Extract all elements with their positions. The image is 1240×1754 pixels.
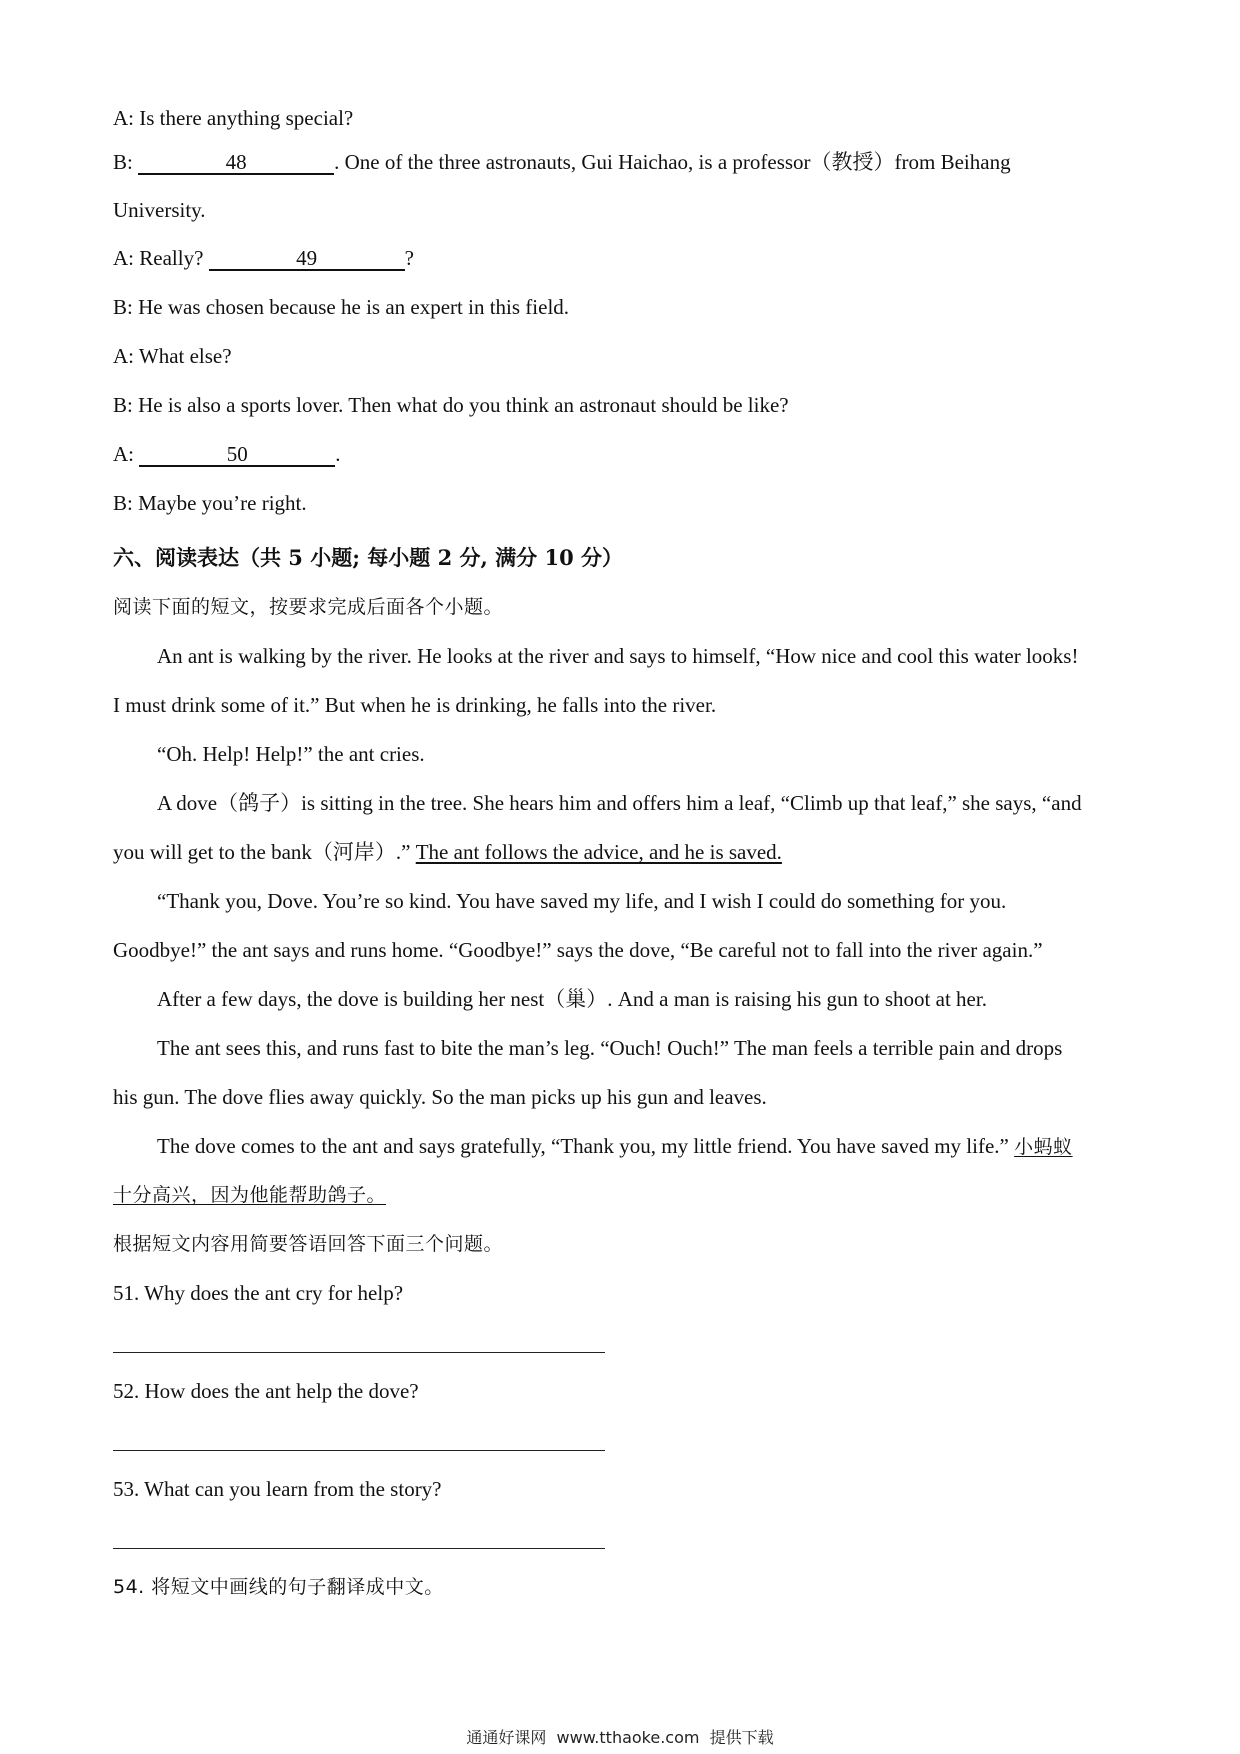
passage-text: The dove comes to the ant and says gratefully, “Thank you, my little friend. You have saved my life.” <box>157 1134 1015 1158</box>
underlined-sentence: 小蚂蚁 <box>1014 1136 1073 1158</box>
passage-line <box>157 1132 1073 1161</box>
questions-intro: 根据短文内容用简要答语回答下面三个问题。 <box>113 1233 504 1255</box>
passage-line: Goodbye!” the ant says and runs home. “Goodbye!” says the dove, “Be careful not to fall into the river again.” <box>113 938 1043 962</box>
answer-line-53[interactable] <box>113 1548 605 1549</box>
passage-line: “Thank you, Dove. You’re so kind. You have saved my life, and I wish I could do something for you. <box>157 889 1007 913</box>
dialogue-line <box>113 244 414 272</box>
answer-blank-49[interactable]: 49 <box>209 247 405 271</box>
dialogue-line <box>113 148 1011 176</box>
question-54: 54. 将短文中画线的句子翻译成中文。 <box>113 1576 444 1598</box>
answer-blank-48[interactable]: 48 <box>138 151 334 175</box>
passage-text: you will get to the bank（河岸）.” <box>113 840 416 864</box>
dialogue-text: A: Really? <box>113 246 209 270</box>
passage-line: A dove（鸽子）is sitting in the tree. She hears him and offers him a leaf, “Climb up that leaf,” she says, “and <box>157 791 1082 815</box>
dialogue-text: ? <box>404 246 414 270</box>
passage-line: The ant sees this, and runs fast to bite the man’s leg. “Ouch! Ouch!” The man feels a terrible pain and drops <box>157 1036 1063 1060</box>
underlined-sentence: The ant follows the advice, and he is saved. <box>415 840 782 864</box>
dialogue-line: A: Is there anything special? <box>113 106 354 130</box>
dialogue-line: B: Maybe you’re right. <box>113 491 307 515</box>
passage-line <box>113 838 782 866</box>
underlined-sentence: 十分高兴，因为他能帮助鸽子。 <box>113 1184 387 1206</box>
question-53: 53. What can you learn from the story? <box>113 1477 442 1501</box>
answer-blank-50[interactable]: 50 <box>139 443 335 467</box>
passage-line: An ant is walking by the river. He looks at the river and says to himself, “How nice and cool this water looks! <box>157 644 1079 668</box>
passage-line: his gun. The dove flies away quickly. So the man picks up his gun and leaves. <box>113 1085 767 1109</box>
speaker-label: A: <box>113 442 140 466</box>
section-instruction: 阅读下面的短文，按要求完成后面各个小题。 <box>113 596 504 618</box>
answer-line-52[interactable] <box>113 1450 605 1451</box>
dialogue-line <box>113 440 341 468</box>
page-footer: 通通好课网 www.tthaoke.com 提供下载 <box>466 1728 774 1747</box>
dialogue-line: B: He was chosen because he is an expert in this field. <box>113 295 570 319</box>
passage-line: “Oh. Help! Help!” the ant cries. <box>157 742 425 766</box>
dialogue-text: . <box>335 442 341 466</box>
speaker-label: B: <box>113 150 139 174</box>
dialogue-text: . One of the three astronauts, Gui Haichao, is a professor（教授）from Beihang <box>334 150 1011 174</box>
dialogue-line: B: He is also a sports lover. Then what do you think an astronaut should be like? <box>113 393 789 417</box>
passage-line: I must drink some of it.” But when he is drinking, he falls into the river. <box>113 693 717 717</box>
question-52: 52. How does the ant help the dove? <box>113 1379 419 1403</box>
answer-line-51[interactable] <box>113 1352 605 1353</box>
section-heading: 六、阅读表达（共 5 小题; 每小题 2 分, 满分 10 分） <box>113 545 623 570</box>
question-51: 51. Why does the ant cry for help? <box>113 1281 404 1305</box>
passage-line: After a few days, the dove is building her nest（巢）. And a man is raising his gun to shoot at her. <box>157 987 987 1011</box>
dialogue-line: A: What else? <box>113 344 232 368</box>
dialogue-line: University. <box>113 198 206 222</box>
